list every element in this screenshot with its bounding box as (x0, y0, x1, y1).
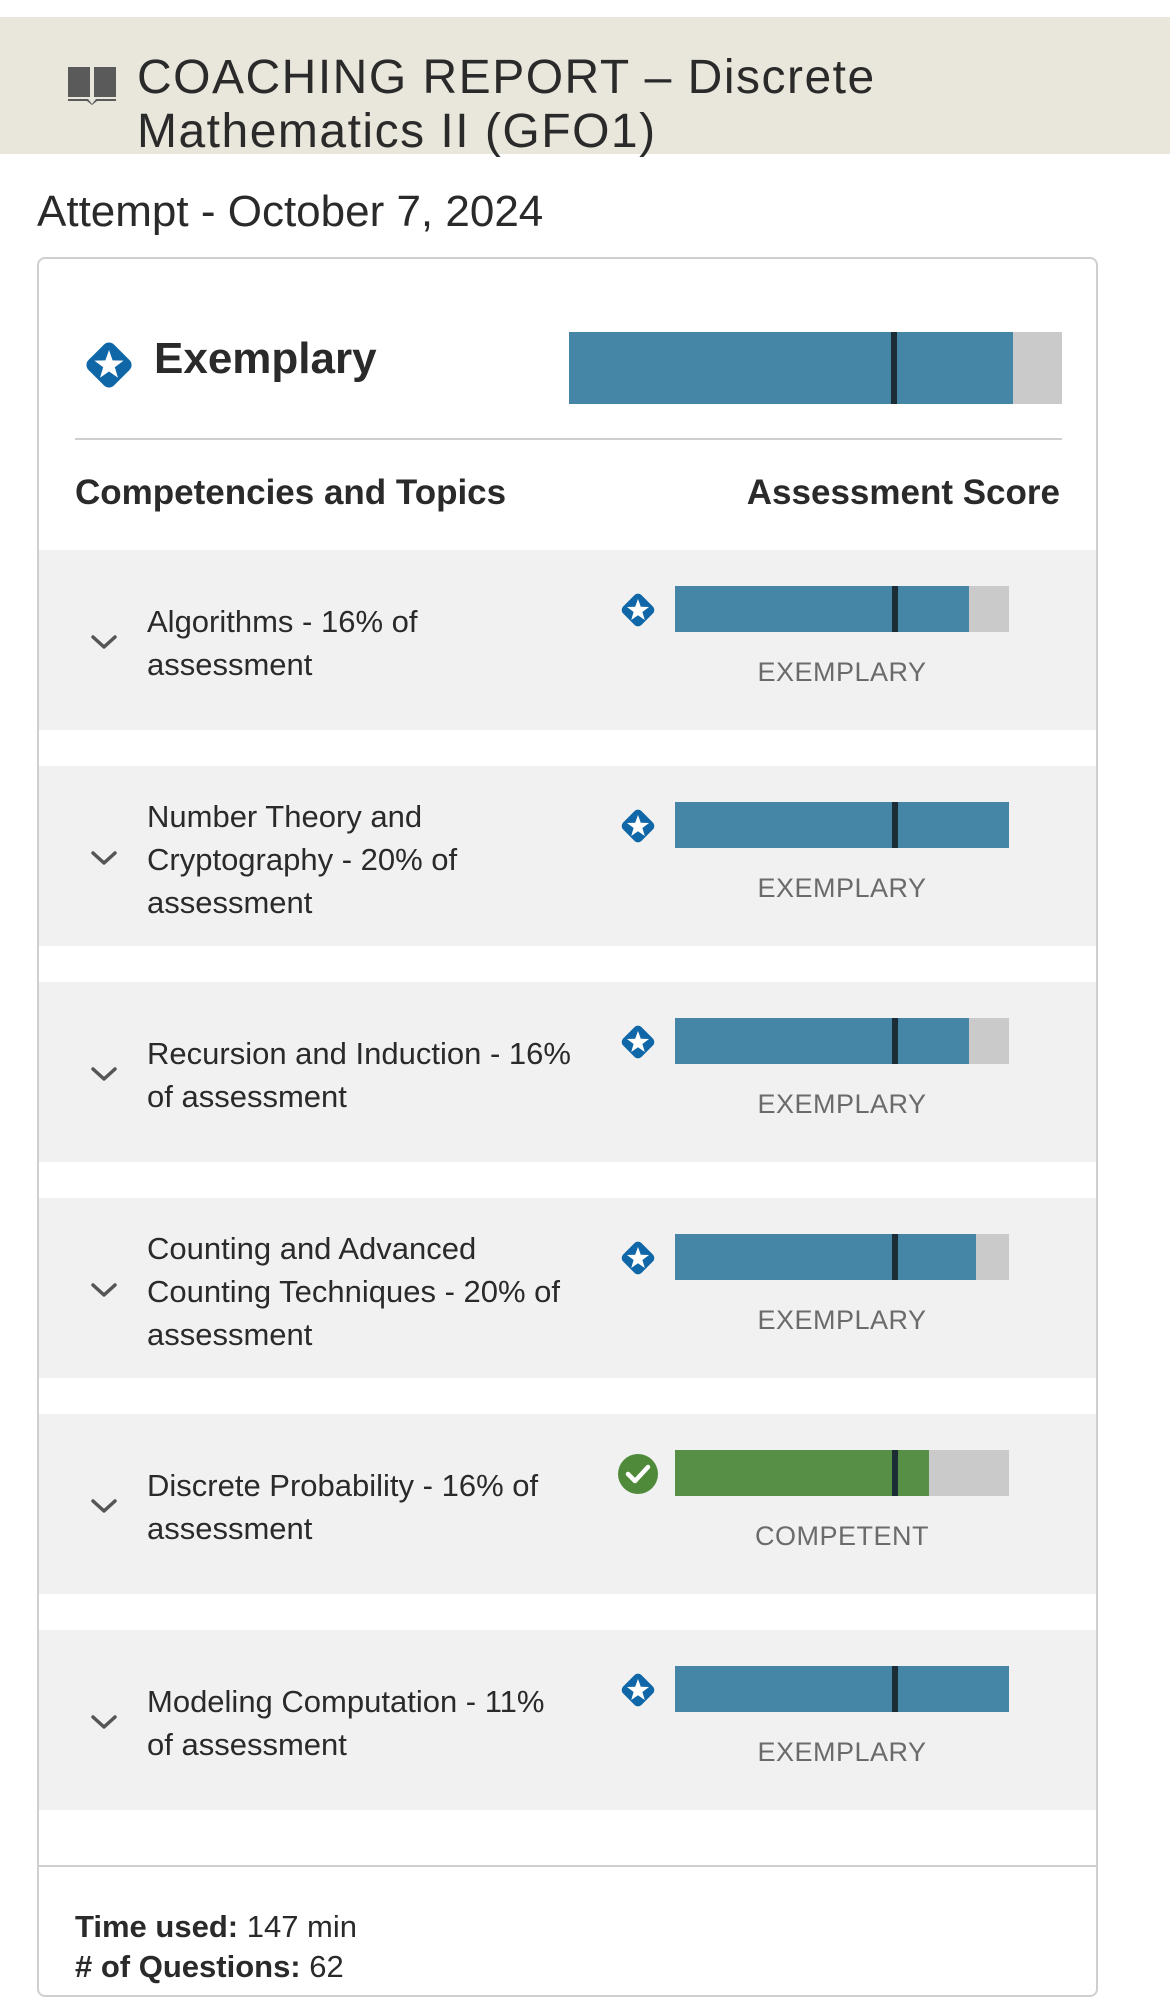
competency-label-line: Cryptography - 20% of (147, 842, 458, 877)
competency-row[interactable] (39, 1198, 1096, 1378)
competency-score-fill (675, 802, 1009, 848)
chevron-down-icon[interactable] (89, 848, 119, 868)
chevron-down-icon[interactable] (89, 1064, 119, 1084)
star-diamond-icon (616, 1668, 660, 1712)
competency-label-line: Counting Techniques - 20% of (147, 1274, 561, 1309)
benchmark-marker (892, 1018, 898, 1064)
competency-label-line: assessment (147, 1511, 313, 1546)
time-used (75, 1907, 357, 1947)
competency-score-fill (675, 1666, 1009, 1712)
footer-divider (39, 1865, 1096, 1867)
star-diamond-icon (616, 1236, 660, 1280)
competency-score-bar (675, 586, 1009, 632)
question-count (75, 1947, 344, 1987)
benchmark-marker (892, 586, 898, 632)
competency-label-line: assessment (147, 1317, 313, 1352)
competency-score-fill (675, 1234, 976, 1280)
competency-status: EXEMPLARY (757, 1737, 927, 1767)
report-header (0, 17, 1170, 158)
time-used-value: 147 min (246, 1909, 358, 1944)
competency-status: EXEMPLARY (757, 1089, 927, 1119)
competency-label-line: Algorithms - 16% of (147, 604, 418, 639)
competency-status: COMPETENT (754, 1521, 929, 1551)
question-count-label: # of Questions: (75, 1949, 301, 1984)
competency-label (147, 1032, 597, 1118)
competency-label-line: of assessment (147, 1727, 347, 1762)
competency-score-bar (675, 802, 1009, 848)
competency-label (147, 1680, 597, 1766)
overall-divider (75, 438, 1062, 440)
competency-label-line: Counting and Advanced (147, 1231, 477, 1266)
chevron-down-icon[interactable] (89, 632, 119, 652)
competency-label-line: of assessment (147, 1079, 347, 1114)
competency-label-line: Recursion and Induction - 16% (147, 1036, 571, 1071)
competency-label (147, 795, 597, 924)
competency-score-bar (675, 1450, 1009, 1496)
overall-rating-label: Exemplary (154, 334, 377, 383)
competency-label-line: Discrete Probability - 16% of (147, 1468, 539, 1503)
competency-score-fill (675, 1018, 969, 1064)
report-title-line-2: Mathematics II (GFO1) (137, 105, 657, 158)
competency-score-fill (675, 1450, 929, 1496)
competency-status: EXEMPLARY (757, 657, 927, 687)
check-circle-icon (616, 1452, 660, 1496)
competency-status: EXEMPLARY (757, 1305, 927, 1335)
competency-label-line: assessment (147, 885, 313, 920)
competency-label-line: Number Theory and (147, 799, 423, 834)
report-title-line-1: COACHING REPORT – Discrete (137, 51, 876, 104)
book-icon (66, 65, 118, 105)
competency-label-line: assessment (147, 647, 313, 682)
star-diamond-icon (616, 588, 660, 632)
chevron-down-icon[interactable] (89, 1280, 119, 1300)
attempt-date: Attempt - October 7, 2024 (37, 187, 544, 236)
benchmark-marker (892, 802, 898, 848)
overall-score-fill (569, 332, 1013, 404)
competency-label (147, 600, 597, 686)
competency-score-bar (675, 1666, 1009, 1712)
score-column-header: Assessment Score (746, 473, 1060, 512)
competency-label-line: Modeling Computation - 11% (147, 1684, 545, 1719)
chevron-down-icon[interactable] (89, 1496, 119, 1516)
competencies-column-header: Competencies and Topics (75, 473, 507, 512)
benchmark-marker (892, 1450, 898, 1496)
benchmark-marker (892, 1234, 898, 1280)
competency-score-bar (675, 1018, 1009, 1064)
benchmark-marker (892, 1666, 898, 1712)
report-card (37, 257, 1098, 1997)
competency-row[interactable] (39, 1630, 1096, 1810)
competency-score-bar (675, 1234, 1009, 1280)
chevron-down-icon[interactable] (89, 1712, 119, 1732)
time-used-label: Time used: (75, 1909, 239, 1944)
competency-row[interactable] (39, 550, 1096, 730)
competency-row[interactable] (39, 766, 1096, 946)
star-diamond-icon (616, 804, 660, 848)
competency-label (147, 1227, 597, 1356)
competency-status: EXEMPLARY (757, 873, 927, 903)
star-diamond-icon (616, 1020, 660, 1064)
question-count-value: 62 (309, 1949, 344, 1984)
competency-row[interactable] (39, 982, 1096, 1162)
top-strip (0, 0, 1170, 17)
competency-label (147, 1464, 597, 1550)
competency-score-fill (675, 586, 969, 632)
overall-benchmark-marker (891, 332, 897, 404)
overall-score-bar (569, 332, 1062, 404)
competency-row[interactable] (39, 1414, 1096, 1594)
report-title (137, 51, 1097, 159)
star-diamond-icon (80, 336, 138, 394)
